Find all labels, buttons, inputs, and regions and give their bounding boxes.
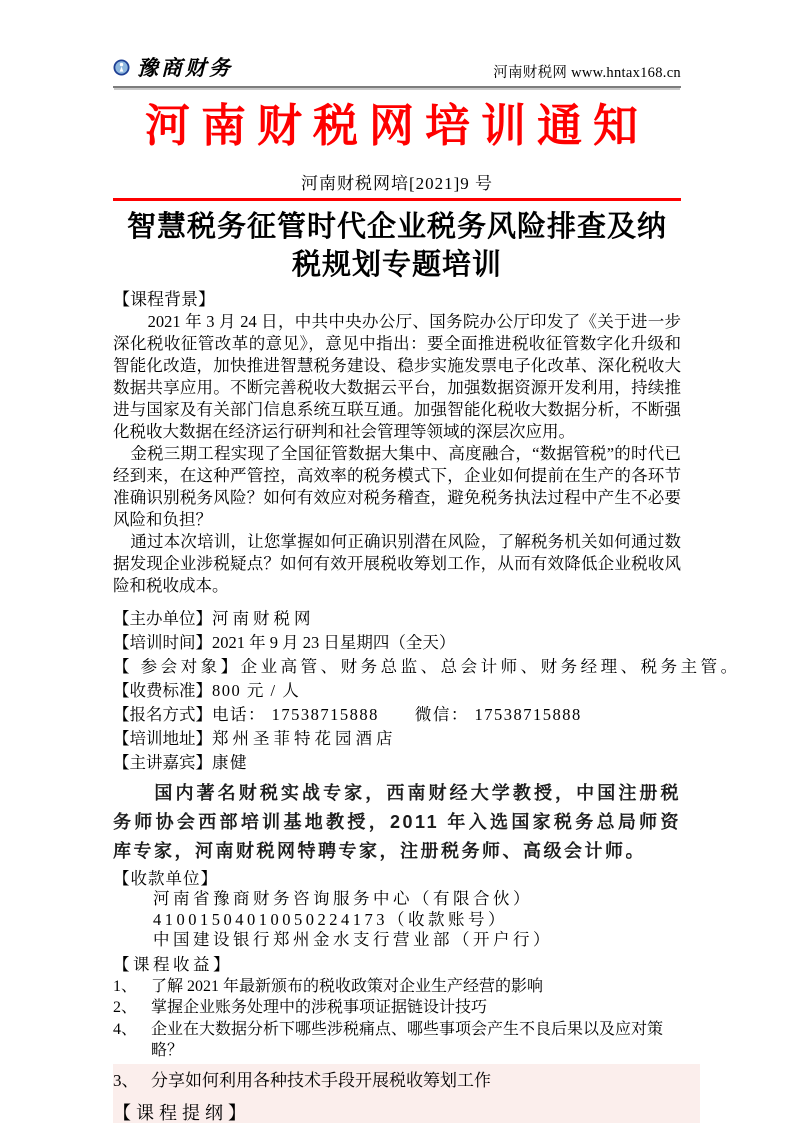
doc-number: 河南财税网培[2021]9 号 — [300, 174, 494, 193]
letterhead — [113, 0, 681, 88]
outline-heading: 【课程提纲】 — [113, 1102, 251, 1123]
benefit-item-4 — [113, 1019, 681, 1062]
logo-icon — [113, 59, 130, 76]
info-row-registration — [113, 703, 681, 727]
benefit-text: 掌握企业账务处理中的涉税事项证据链设计技巧 — [151, 999, 488, 1016]
highlighted-block — [113, 1064, 700, 1123]
course-title: 智慧税务征管时代企业税务风险排查及纳税规划专题培训 — [126, 211, 667, 281]
info-row-fee — [113, 679, 681, 703]
benefit-number: 4、 — [113, 1020, 138, 1038]
info-row-time — [113, 631, 681, 655]
benefit-number: 2、 — [113, 999, 138, 1016]
benefit-text: 了解 2021 年最新颁布的税收政策对企业生产经营的影响 — [151, 977, 544, 995]
banner-title: 河南财税网培训通知 — [144, 101, 649, 151]
background-paragraph-2: 金税三期工程实现了全国征管数据大集中、高度融合，“数据管税”的时代已经到来，在这种严管控，高效率的税务模式下，企业如何提前在生产的各环节准确识别税务风险？如何有效应对税务稽查，避免税务执法过程中产生不必要风险和负担？ — [113, 444, 681, 529]
info-label: 【报名方式】 — [113, 705, 212, 724]
info-value: 电话： 17538715888 微信： 17538715888 — [212, 705, 582, 724]
info-label: 【主办单位】 — [113, 609, 212, 628]
info-value: 2021 年 9 月 23 日星期四（全天） — [212, 633, 456, 652]
course-background-heading: 【课程背景】 — [113, 290, 215, 309]
info-row-organizer — [113, 607, 681, 631]
info-label: 【培训时间】 — [113, 633, 212, 652]
benefits-heading: 【课程收益】 — [113, 954, 233, 974]
course-info-list — [113, 607, 741, 775]
benefit-text: 企业在大数据分析下哪些涉税痛点、哪些事项会产生不良后果以及应对策略？ — [151, 1020, 664, 1059]
info-row-audience — [113, 655, 741, 679]
red-divider — [113, 198, 681, 201]
background-paragraph-1: 2021 年 3 月 24 日，中共中央办公厅、国务院办公厅印发了《关于进一步深化税收征管改革的意见》，意见中指出：要全面推进税收征管数字化升级和智能化改造，加快推进智慧税务建设、稳步实施发票电子化改革、深化税收大数据共享应用。不断完善税收大数据云平台，加强数据资源开发利用，持续推进与国家及有关部门信息系统互联互通。加强智能化税收大数据分析，不断强化税收大数据在经济运行研判和社会管理等领域的深层次应用。 — [113, 312, 681, 441]
info-value: 郑州圣菲特花园酒店 — [212, 729, 397, 748]
info-label: 【收费标准】 — [113, 681, 212, 700]
info-label: 【主讲嘉宾】 — [113, 753, 212, 772]
page-content — [113, 0, 741, 1123]
benefit-item-1 — [113, 976, 681, 998]
info-value: 康健 — [212, 753, 248, 772]
info-label: 【 参会对象】 — [113, 657, 241, 676]
payee-bank: 中国建设银行郑州金水支行营业部（开户行） — [153, 930, 553, 949]
speaker-intro: 国内著名财税实战专家，西南财经大学教授，中国注册税务师协会西部培训基地教授，2011 年入选国家税务总局师资库专家，河南财税网特聘专家，注册税务师、高级会计师。 — [113, 783, 681, 861]
payee-account-number: 41001504010050224173（收款账号） — [153, 909, 508, 929]
benefit-number: 1、 — [113, 977, 138, 995]
background-paragraph-3: 通过本次培训，让您掌握如何正确识别潜在风险，了解税务机关如何通过数据发现企业涉税疑点？如何有效开展税收筹划工作，从而有效降低企业税收风险和税收成本。 — [113, 532, 681, 595]
company-logo — [113, 52, 233, 82]
benefit-item-3 — [113, 1069, 700, 1093]
payee-heading: 【收款单位】 — [113, 869, 218, 888]
benefit-item-2 — [113, 997, 681, 1019]
benefit-number: 3、 — [113, 1070, 139, 1090]
site-url-text: 河南财税网 www.hntax168.cn — [493, 65, 681, 81]
info-value: 河南财税网 — [212, 609, 315, 628]
info-label: 【培训地址】 — [113, 729, 212, 748]
payee-company: 河南省豫商财务咨询服务中心（有限合伙） — [153, 889, 533, 908]
info-row-speaker — [113, 751, 681, 775]
info-value: 企业高管、财务总监、总会计师、财务经理、税务主管。 — [240, 657, 741, 676]
benefit-text: 分享如何利用各种技术手段开展税收筹划工作 — [151, 1070, 491, 1090]
info-row-address — [113, 727, 681, 751]
info-value: 800 元 / 人 — [212, 681, 301, 700]
logo-text: 豫商财务 — [137, 56, 233, 80]
